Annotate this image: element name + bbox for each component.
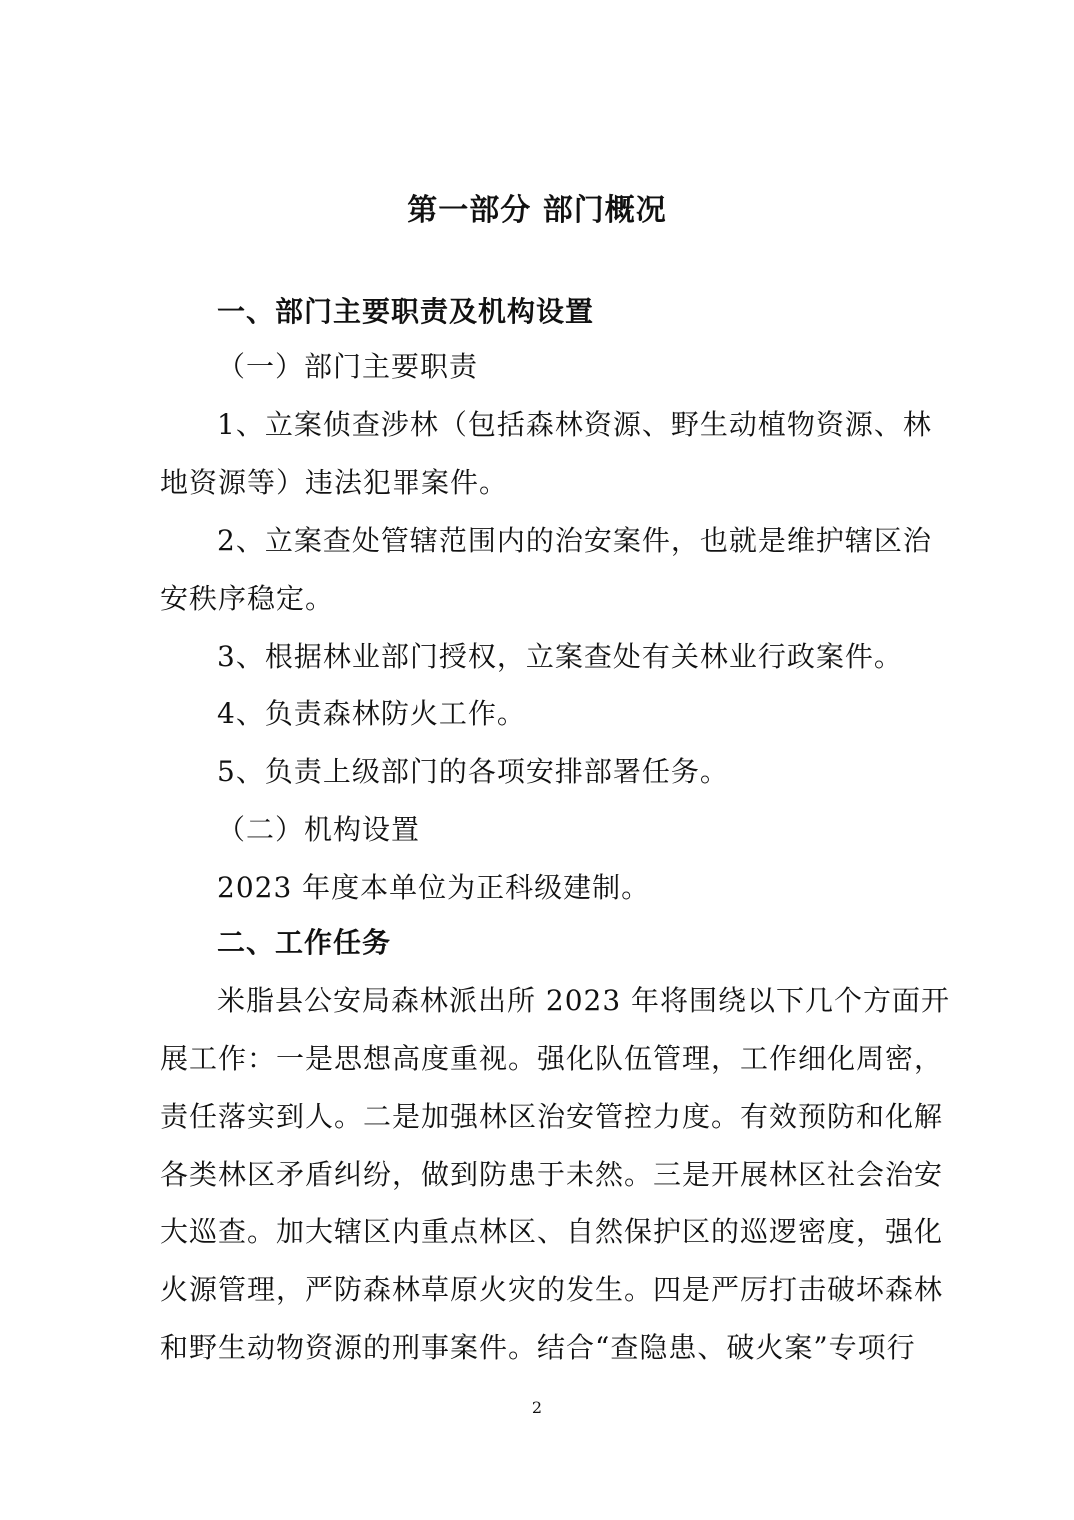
work-paragraph-line: 火源管理，严防森林草原火灾的发生。四是严厉打击破坏森林 [160,1273,944,1306]
duty-item-1-line-1: 1、立案侦查涉林（包括森林资源、野生动植物资源、林 [217,408,932,441]
work-paragraph-line: 和野生动物资源的刑事案件。结合“查隐患、破火案”专项行 [160,1331,916,1364]
section-heading-duties-and-structure: 一、部门主要职责及机构设置 [217,295,595,328]
page-title: 第一部分 部门概况 [407,193,667,228]
work-paragraph-line: 大巡查。加大辖区内重点林区、自然保护区的巡逻密度，强化 [160,1215,944,1248]
duty-item-5: 5、负责上级部门的各项安排部署任务。 [217,755,729,788]
duty-item-4: 4、负责森林防火工作。 [217,697,526,730]
work-paragraph-line: 米脂县公安局森林派出所 2023 年将围绕以下几个方面开 [217,984,951,1017]
work-paragraph-line: 责任落实到人。二是加强林区治安管控力度。有效预防和化解 [160,1100,944,1133]
duty-item-2-line-2: 安秩序稳定。 [160,582,335,615]
duty-item-3: 3、根据林业部门授权，立案查处有关林业行政案件。 [217,640,903,673]
subheading-main-duties: （一）部门主要职责 [217,350,479,383]
duty-item-1-line-2: 地资源等）违法犯罪案件。 [160,466,509,499]
organization-text: 2023 年度本单位为正科级建制。 [217,871,651,904]
duty-item-2-line-1: 2、立案查处管辖范围内的治安案件，也就是维护辖区治 [217,524,932,557]
subheading-organization: （二）机构设置 [217,813,421,846]
page-number: 2 [531,1398,543,1417]
section-heading-work-tasks: 二、工作任务 [217,926,392,959]
work-paragraph-line: 展工作：一是思想高度重视。强化队伍管理，工作细化周密， [160,1042,944,1075]
work-paragraph-line: 各类林区矛盾纠纷，做到防患于未然。三是开展林区社会治安 [160,1158,944,1191]
